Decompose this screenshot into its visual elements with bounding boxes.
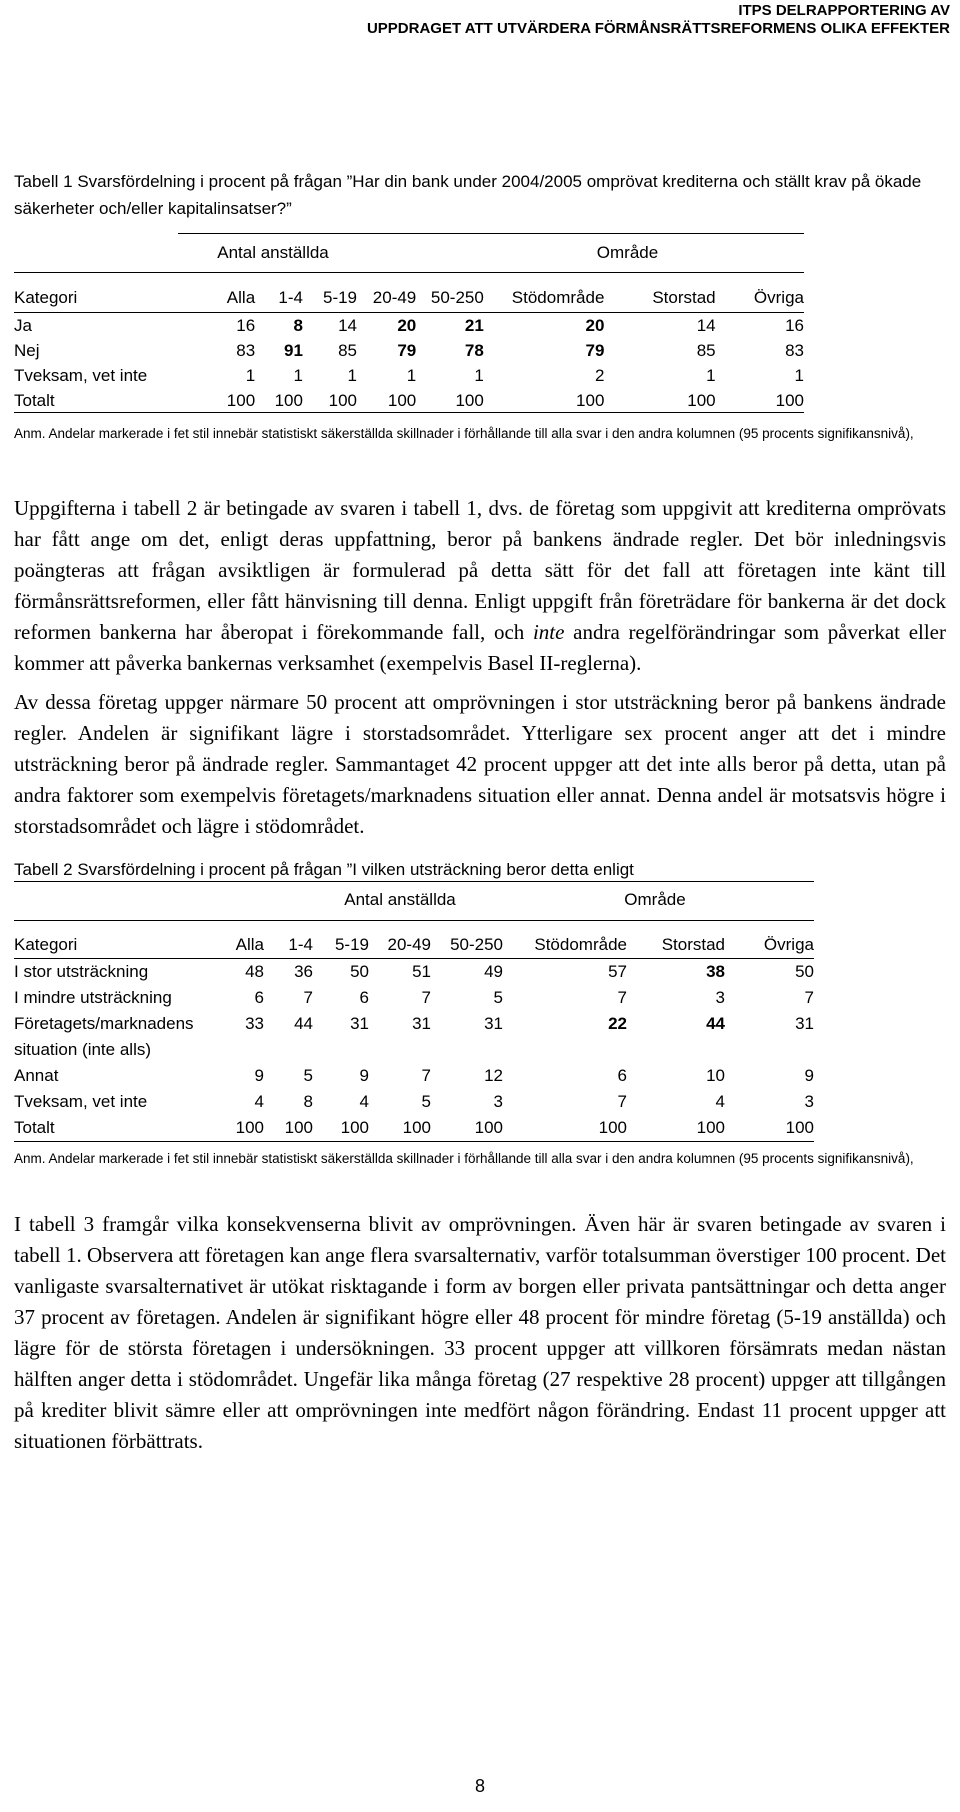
table2-cell: 100 bbox=[785, 1118, 814, 1137]
body-text-3 bbox=[14, 1209, 946, 1457]
paragraph-text: Uppgifterna i tabell 2 är betingade av svaren i tabell 1, dvs. de företag som uppgivit att krediterna omprövats har fått ange om det, enligt deras uppfattning, beror på bankens ändrade regler. Det bör inledningsvis poängteras att frågan avsiktligen är formulerad på detta sätt för det fall att företagen inte känt till förmånsrättsreformen, eller fått hänvisning till denna. Enligt uppgift från företrädare för bankerna är det dock reformen bankerna har åberopat i förekommande fall, och bbox=[14, 496, 946, 644]
table1-cell: 91 bbox=[284, 340, 303, 360]
body-text-1 bbox=[14, 493, 946, 679]
table2-row bbox=[14, 1115, 814, 1141]
table2-body bbox=[14, 959, 814, 1141]
table2-row bbox=[14, 1037, 814, 1063]
table1-col-header: 5-19 bbox=[322, 288, 358, 307]
table1-col-header: 1-4 bbox=[278, 288, 303, 307]
table1-cell: 100 bbox=[687, 390, 716, 410]
table2-cell: 7 bbox=[617, 1092, 627, 1111]
table2-cell bbox=[431, 1037, 503, 1063]
table2-cell bbox=[264, 1037, 313, 1063]
table2-cell: 100 bbox=[235, 1118, 264, 1137]
table2 bbox=[14, 931, 814, 1141]
table2-row-label: I stor utsträckning bbox=[14, 962, 149, 981]
table2-cell: 5 bbox=[493, 988, 503, 1007]
table1-group-employees: Antal anställda bbox=[217, 243, 329, 262]
table2-cell: 6 bbox=[359, 988, 369, 1007]
table1-top-rule bbox=[178, 233, 804, 234]
table2-cell: 9 bbox=[254, 1066, 264, 1085]
table2-cell bbox=[369, 1037, 431, 1063]
table1 bbox=[14, 283, 804, 413]
table2-cell: 49 bbox=[484, 962, 503, 981]
table2-cell: 9 bbox=[359, 1066, 369, 1085]
table2-col-header: 50-250 bbox=[450, 935, 503, 954]
running-header-line1: ITPS DELRAPPORTERING AV bbox=[738, 2, 950, 19]
table1-cell: 85 bbox=[338, 340, 358, 360]
table2-group-employees: Antal anställda bbox=[344, 890, 456, 909]
table2-cell: 7 bbox=[303, 988, 313, 1007]
table2-cell: 7 bbox=[421, 988, 431, 1007]
table1-row-label: Nej bbox=[14, 340, 40, 360]
table1-cell: 14 bbox=[696, 315, 716, 335]
emphasis-text: inte bbox=[532, 620, 565, 644]
table1-col-header: Kategori bbox=[14, 288, 78, 307]
table1-cell: 8 bbox=[293, 315, 303, 335]
table1-row bbox=[14, 388, 804, 413]
table2-cell: 31 bbox=[484, 1014, 503, 1033]
table1-cell: 16 bbox=[785, 315, 804, 335]
table1-cell: 100 bbox=[328, 390, 358, 410]
table2-cell bbox=[503, 1037, 627, 1063]
table2-col-header: Storstad bbox=[661, 935, 725, 954]
table2-cell: 4 bbox=[254, 1092, 264, 1111]
table1-row-label: Totalt bbox=[14, 390, 55, 410]
table1-cell: 14 bbox=[338, 315, 358, 335]
table1-cell: 83 bbox=[236, 340, 256, 360]
table1-cell: 1 bbox=[245, 365, 256, 385]
table1-bottom-rule bbox=[14, 412, 804, 413]
table2-row bbox=[14, 1089, 814, 1115]
table1-note: Anm. Andelar markerade i fet stil innebär statistiskt säkerställda skillnader i förhållande till alla svar i den andra kolumnen (95 procents signifikansnivå), bbox=[14, 426, 914, 441]
table2-row bbox=[14, 1063, 814, 1089]
table2-cell bbox=[627, 1037, 725, 1063]
table2-cell: 8 bbox=[303, 1092, 313, 1111]
table2-cell: 6 bbox=[617, 1066, 627, 1085]
table2-caption: Tabell 2 Svarsfördelning i procent på frågan ”I vilken utsträckning beror detta enligt bbox=[14, 860, 634, 879]
table2-top-rule bbox=[14, 881, 814, 882]
table1-row bbox=[14, 313, 804, 338]
table2-header-row bbox=[14, 931, 814, 959]
table1-cell: 85 bbox=[696, 340, 716, 360]
table2-cell: 31 bbox=[795, 1014, 814, 1033]
table1-body bbox=[14, 313, 804, 413]
table2-group-area: Område bbox=[624, 890, 686, 909]
table2-row-label: Tveksam, vet inte bbox=[14, 1092, 148, 1111]
table2-cell: 31 bbox=[350, 1014, 369, 1033]
table2-col-header: 5-19 bbox=[334, 935, 369, 954]
table1-cell: 79 bbox=[585, 340, 605, 360]
table2-cell: 22 bbox=[608, 1014, 627, 1033]
table2-cell: 6 bbox=[254, 988, 264, 1007]
table2-cell: 100 bbox=[402, 1118, 431, 1137]
table2-row bbox=[14, 985, 814, 1011]
table1-row-label: Tveksam, vet inte bbox=[14, 365, 148, 385]
table2-row-label: situation (inte alls) bbox=[14, 1040, 152, 1059]
table1-cell: 100 bbox=[576, 390, 605, 410]
table2-cell bbox=[313, 1037, 369, 1063]
table2-header-rule bbox=[14, 920, 814, 921]
table2-cell: 5 bbox=[303, 1066, 313, 1085]
table1-cell: 20 bbox=[397, 315, 417, 335]
table2-row-label: Företagets/marknadens bbox=[14, 1014, 194, 1033]
table1-col-header: Storstad bbox=[652, 288, 716, 307]
table1-group-area: Område bbox=[596, 243, 659, 262]
table2-cell: 51 bbox=[412, 962, 431, 981]
table2-cell: 57 bbox=[608, 962, 627, 981]
table1-cell: 100 bbox=[775, 390, 804, 410]
table2-cell: 4 bbox=[715, 1092, 725, 1111]
table1-header-row bbox=[14, 283, 804, 313]
table1-cell: 1 bbox=[706, 365, 716, 385]
table1-col-header: Stödområde bbox=[511, 288, 605, 307]
table2-cell: 4 bbox=[359, 1092, 369, 1111]
table1-row-label: Ja bbox=[14, 315, 32, 335]
table1-cell: 78 bbox=[464, 340, 484, 360]
table1-cell: 1 bbox=[406, 365, 417, 385]
table1-cell: 1 bbox=[347, 365, 358, 385]
table2-cell: 9 bbox=[804, 1066, 814, 1085]
running-header-line2: UPPDRAGET ATT UTVÄRDERA FÖRMÅNSRÄTTSREFORMENS OLIKA EFFEKTER bbox=[366, 20, 950, 37]
table2-cell bbox=[206, 1037, 264, 1063]
body-text-2 bbox=[14, 687, 946, 842]
table2-cell: 10 bbox=[706, 1066, 725, 1085]
table2-col-header: Kategori bbox=[14, 935, 78, 954]
table2-cell: 38 bbox=[706, 962, 725, 981]
table2-col-header: Stödområde bbox=[534, 935, 627, 954]
table2-cell: 44 bbox=[294, 1014, 313, 1033]
table1-header-rule bbox=[14, 272, 804, 273]
running-header bbox=[367, 2, 950, 38]
table1-cell: 100 bbox=[387, 390, 417, 410]
table2-cell: 7 bbox=[421, 1066, 431, 1085]
table2-cell: 7 bbox=[617, 988, 627, 1007]
table1-cell: 100 bbox=[455, 390, 484, 410]
table1-col-header: 20-49 bbox=[372, 288, 417, 307]
paragraph-text: andra regelförändringar som påverkat eller kommer att påverka bankernas verksamhet (exempelvis Basel II-reglerna). bbox=[14, 620, 946, 675]
table1-cell: 100 bbox=[226, 390, 256, 410]
table1-cell: 2 bbox=[594, 365, 605, 385]
table2-cell: 12 bbox=[484, 1066, 503, 1085]
table1-col-header: Övriga bbox=[753, 288, 804, 307]
paragraph: Av dessa företag uppger närmare 50 procent att omprövningen i stor utsträckning beror på bankens ändrade regler. Andelen är signifikant lägre i storstadsområdet. Ytterligare sex procent anger att det i mindre utsträckning beror på ändrade regler. Sammantaget 42 procent uppger att det inte alls beror på detta, utan på andra faktorer som exempelvis företagets/marknadens situation eller annat. Denna andel är motsatsvis högre i storstadsområdet och lägre i stödområdet. bbox=[14, 690, 946, 838]
table1-cell: 100 bbox=[274, 390, 303, 410]
page-number: 8 bbox=[474, 1776, 485, 1796]
table1-cell: 79 bbox=[397, 340, 417, 360]
table2-cell: 44 bbox=[706, 1014, 725, 1033]
table2-note: Anm. Andelar markerade i fet stil innebär statistiskt säkerställda skillnader i förhållande till alla svar i den andra kolumnen (95 procents signifikansnivå), bbox=[14, 1151, 914, 1166]
table2-bottom-rule bbox=[14, 1141, 814, 1142]
table2-cell: 100 bbox=[474, 1118, 503, 1137]
table2-row bbox=[14, 959, 814, 985]
table2-cell: 33 bbox=[245, 1014, 264, 1033]
table2-cell: 100 bbox=[340, 1118, 369, 1137]
table2-row bbox=[14, 1011, 814, 1037]
table1-row bbox=[14, 363, 804, 388]
table2-cell: 100 bbox=[284, 1118, 313, 1137]
table1-caption: Tabell 1 Svarsfördelning i procent på frågan ”Har din bank under 2004/2005 omprövat krediterna och ställt krav på ökade säkerheter och/eller kapitalinsatser?” bbox=[14, 172, 922, 218]
table2-cell bbox=[725, 1037, 814, 1063]
table2-row-label: Annat bbox=[14, 1066, 59, 1085]
table1-cell: 1 bbox=[474, 365, 484, 385]
table2-row-label: I mindre utsträckning bbox=[14, 988, 172, 1007]
table2-cell: 5 bbox=[421, 1092, 431, 1111]
table1-cell: 20 bbox=[585, 315, 605, 335]
table2-row-label: Totalt bbox=[14, 1118, 55, 1137]
table2-cell: 3 bbox=[804, 1092, 814, 1111]
table1-cell: 21 bbox=[464, 315, 484, 335]
table1-cell: 1 bbox=[794, 365, 804, 385]
table1-cell: 1 bbox=[293, 365, 303, 385]
table2-col-header: 20-49 bbox=[387, 935, 431, 954]
table1-cell: 83 bbox=[785, 340, 804, 360]
table2-cell: 7 bbox=[804, 988, 814, 1007]
table2-cell: 3 bbox=[493, 1092, 503, 1111]
table1-cell: 16 bbox=[236, 315, 256, 335]
table2-cell: 48 bbox=[245, 962, 264, 981]
paragraph bbox=[14, 493, 946, 679]
table1-row bbox=[14, 338, 804, 363]
table2-subheader-rule bbox=[14, 958, 814, 959]
table2-col-header: 1-4 bbox=[288, 935, 313, 954]
paragraph: I tabell 3 framgår vilka konsekvenserna blivit av omprövningen. Även här är svaren betingade av svaren i tabell 1. Observera att företagen kan ange flera svarsalternativ, varför totalsumman överstiger 100 procent. Det vanligaste svarsalternativet är utökat risktagande i form av borgen eller privata pantsättningar och detta anger 37 procent av företagen. Andelen är signifikant högre eller 48 procent för mindre företag (5-19 anställda) och lägre för de största företagen i undersökningen. 33 procent uppger att villkoren försämrats medan nästan hälften anger detta i stödområdet. Ungefär lika många företag (27 respektive 28 procent) uppger att tillgången på krediter blivit sämre eller att omprövningen inte medfört någon förändring. Endast 11 procent uppger att situationen förbättrats. bbox=[14, 1212, 946, 1453]
table2-cell: 100 bbox=[696, 1118, 725, 1137]
table2-col-header: Övriga bbox=[763, 935, 814, 954]
table1-col-header: 50-250 bbox=[430, 288, 484, 307]
table2-cell: 31 bbox=[412, 1014, 431, 1033]
table2-cell: 3 bbox=[715, 988, 725, 1007]
table2-cell: 50 bbox=[350, 962, 369, 981]
table2-cell: 36 bbox=[294, 962, 313, 981]
table2-cell: 100 bbox=[598, 1118, 627, 1137]
table2-col-header: Alla bbox=[235, 935, 264, 954]
table1-col-header: Alla bbox=[226, 288, 256, 307]
table2-cell: 50 bbox=[795, 962, 814, 981]
table1-subheader-rule bbox=[14, 312, 804, 313]
